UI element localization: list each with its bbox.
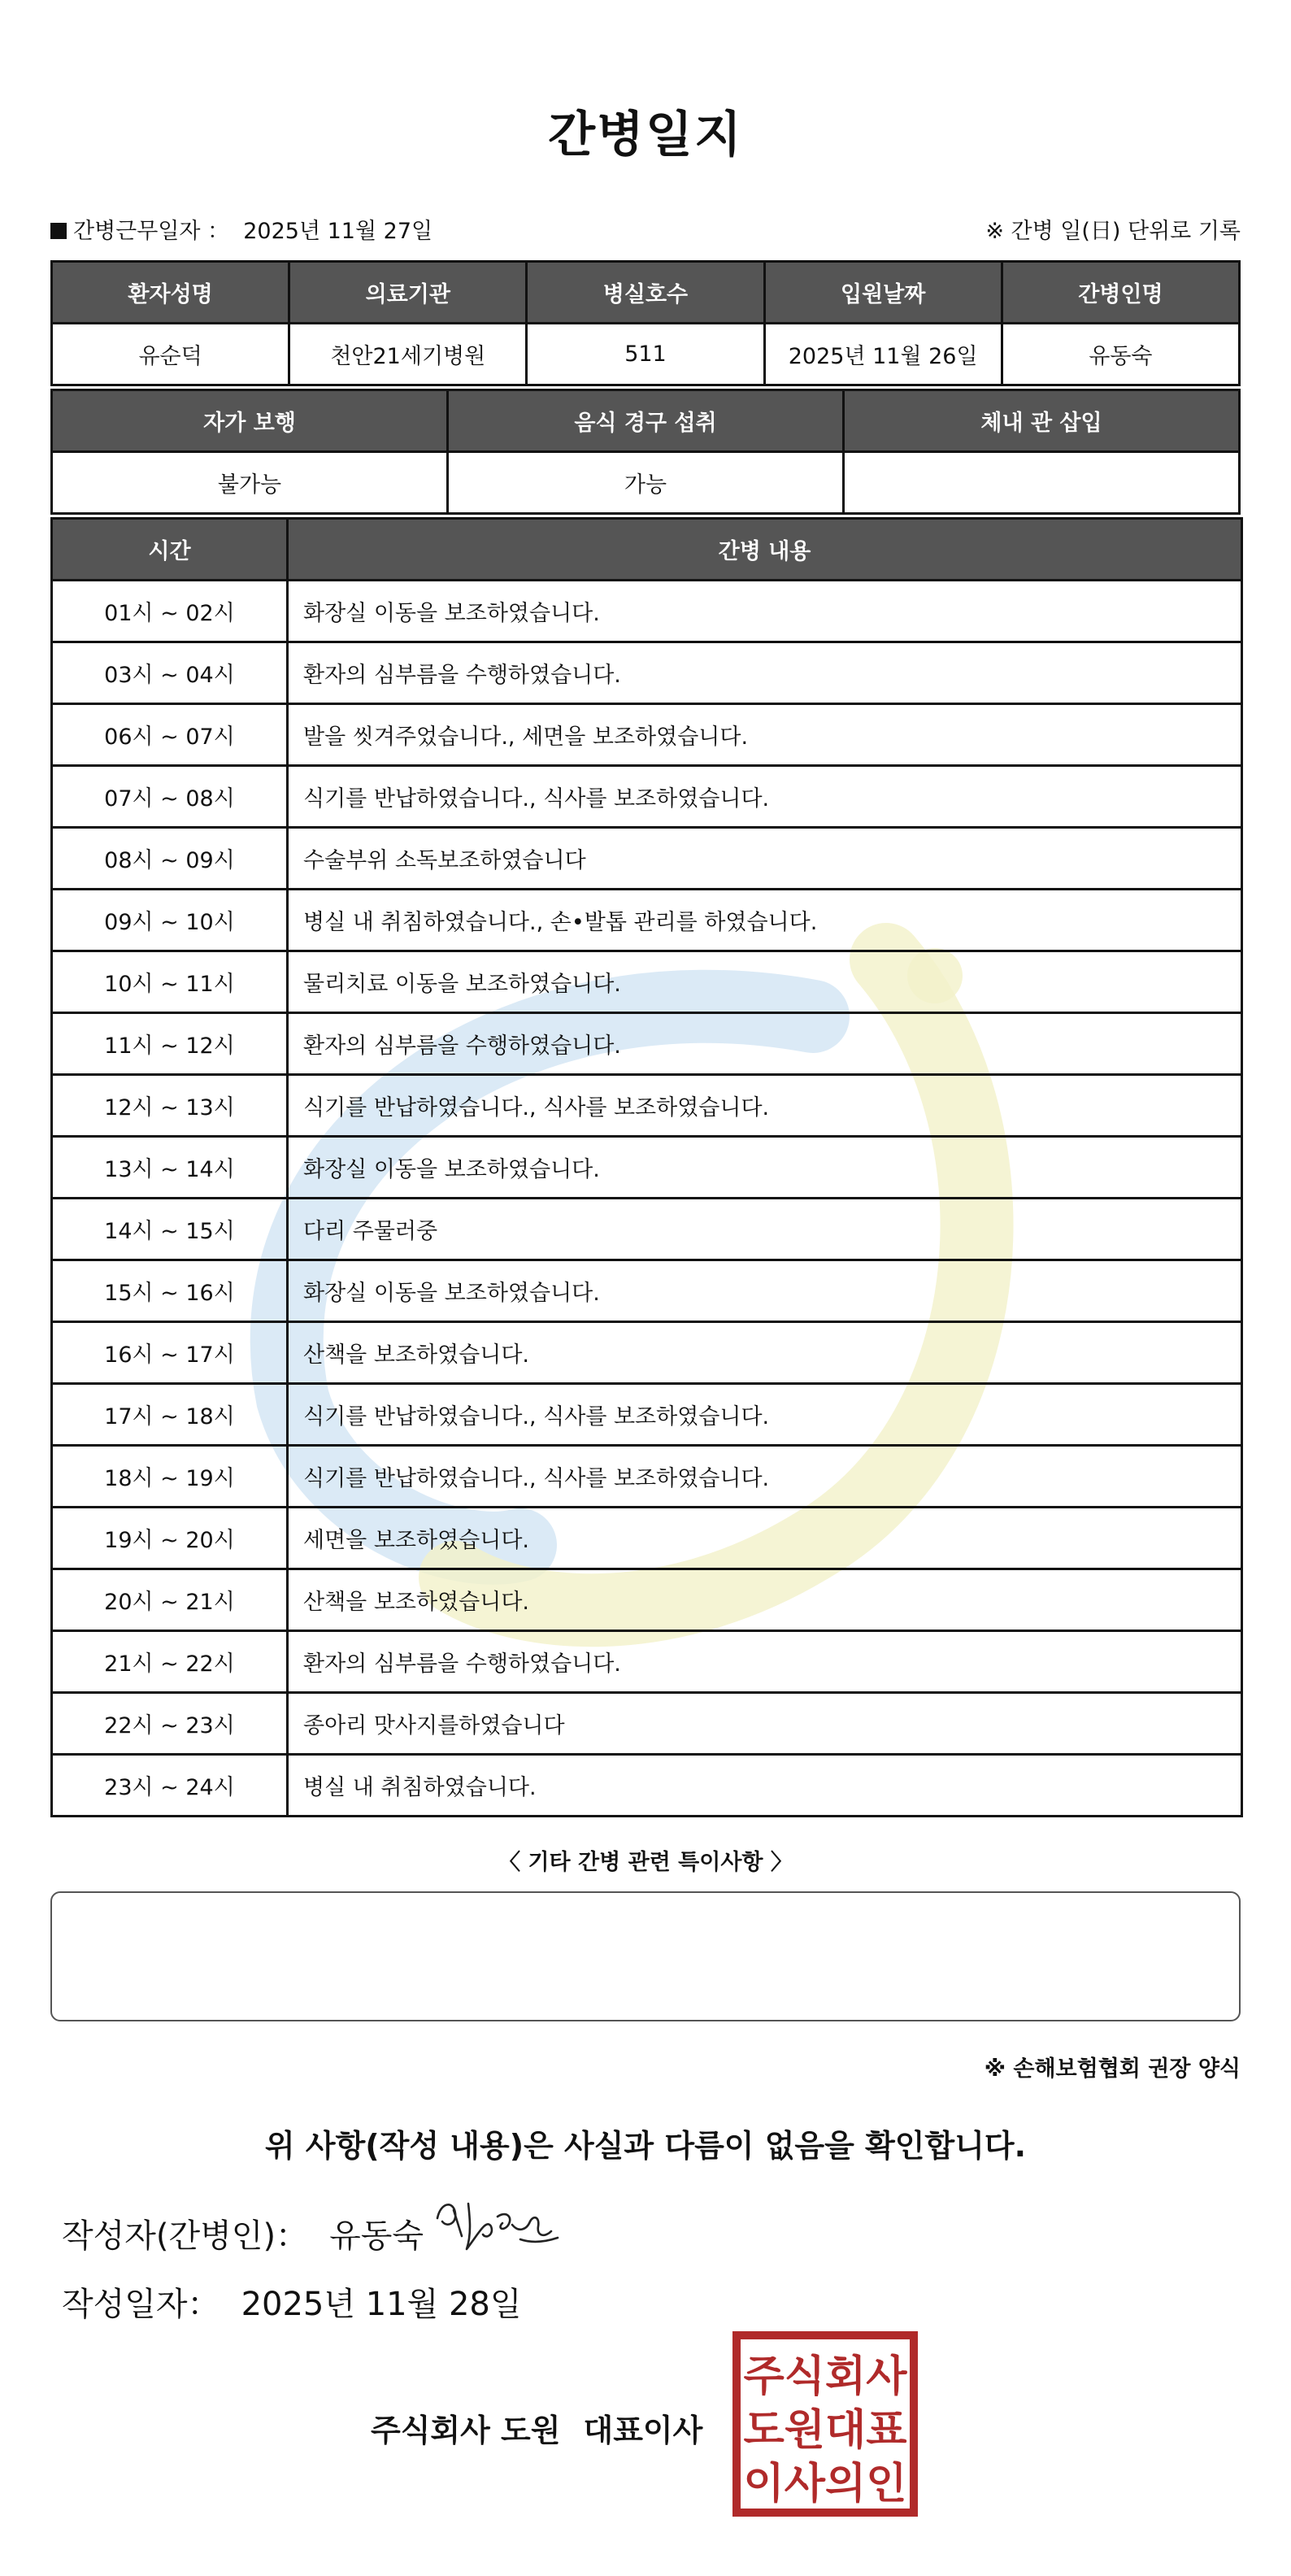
log-time: 22시 ~ 23시 xyxy=(52,1693,288,1755)
status-value-row xyxy=(52,452,1240,514)
log-row xyxy=(52,581,1242,642)
care-log-table xyxy=(50,517,1243,1817)
log-row xyxy=(52,1693,1242,1755)
log-time: 08시 ~ 09시 xyxy=(52,828,288,890)
confirm-statement: 위 사항(작성 내용)은 사실과 다름이 없음을 확인합니다. xyxy=(264,2128,1027,2164)
log-time: 11시 ~ 12시 xyxy=(52,1013,288,1075)
company-role: 대표이사 xyxy=(583,2413,703,2448)
writer-line xyxy=(62,2210,424,2256)
log-time: 21시 ~ 22시 xyxy=(52,1631,288,1693)
log-time: 06시 ~ 07시 xyxy=(52,704,288,766)
written-date-line xyxy=(62,2278,522,2325)
log-content: 세면을 보조하였습니다. xyxy=(288,1508,1242,1569)
square-bullet-icon xyxy=(50,223,67,239)
log-content: 종아리 맛사지를하였습니다 xyxy=(288,1693,1242,1755)
log-body xyxy=(52,581,1242,1817)
log-time: 12시 ~ 13시 xyxy=(52,1075,288,1137)
log-content: 환자의 심부름을 수행하였습니다. xyxy=(288,1013,1242,1075)
seal-line: 이사의인 xyxy=(743,2460,907,2509)
header-patient-name: 환자성명 xyxy=(52,262,289,324)
log-time: 07시 ~ 08시 xyxy=(52,766,288,828)
patient-value-row xyxy=(52,324,1240,385)
log-content: 화장실 이동을 보조하였습니다. xyxy=(288,1137,1242,1199)
recommend-note: ※ 손해보험협회 권장 양식 xyxy=(984,2056,1241,2082)
log-time: 23시 ~ 24시 xyxy=(52,1755,288,1817)
work-date-label: 간병근무일자 ： xyxy=(73,219,230,244)
log-row xyxy=(52,1075,1242,1137)
log-row xyxy=(52,951,1242,1013)
header-admission-date: 입원날짜 xyxy=(764,262,1002,324)
patient-info-table xyxy=(50,260,1241,386)
log-content: 물리치료 이동을 보조하였습니다. xyxy=(288,951,1242,1013)
tube-insertion-status xyxy=(844,452,1240,514)
log-time: 03시 ~ 04시 xyxy=(52,642,288,704)
header-tube-insertion: 체내 관 삽입 xyxy=(844,390,1240,452)
hospital-name: 천안21세기병원 xyxy=(289,324,527,385)
log-time: 14시 ~ 15시 xyxy=(52,1199,288,1260)
log-content: 식기를 반납하였습니다., 식사를 보조하였습니다. xyxy=(288,1446,1242,1508)
log-content: 식기를 반납하였습니다., 식사를 보조하였습니다. xyxy=(288,1075,1242,1137)
log-row xyxy=(52,704,1242,766)
special-notes-title: 〈 기타 간병 관련 특이사항 〉 xyxy=(498,1850,793,1875)
log-content: 식기를 반납하였습니다., 식사를 보조하였습니다. xyxy=(288,1384,1242,1446)
log-row xyxy=(52,1260,1242,1322)
header-walking: 자가 보행 xyxy=(52,390,448,452)
seal-line: 도원대표 xyxy=(743,2406,907,2455)
log-content: 병실 내 취침하였습니다., 손•발톱 관리를 하였습니다. xyxy=(288,890,1242,951)
log-content: 식기를 반납하였습니다., 식사를 보조하였습니다. xyxy=(288,766,1242,828)
header-oral-intake: 음식 경구 섭취 xyxy=(448,390,844,452)
log-row xyxy=(52,1137,1242,1199)
room-number: 511 xyxy=(527,324,764,385)
patient-name: 유순덕 xyxy=(52,324,289,385)
log-row xyxy=(52,1322,1242,1384)
signature-image xyxy=(429,2186,567,2259)
log-content: 화장실 이동을 보조하였습니다. xyxy=(288,1260,1242,1322)
writer-name: 유동숙 xyxy=(329,2217,424,2255)
company-line xyxy=(371,2405,702,2450)
log-content: 환자의 심부름을 수행하였습니다. xyxy=(288,1631,1242,1693)
caregiver-name: 유동숙 xyxy=(1002,324,1239,385)
log-time: 10시 ~ 11시 xyxy=(52,951,288,1013)
header-time: 시간 xyxy=(52,519,288,581)
log-row xyxy=(52,1631,1242,1693)
header-care-content: 간병 내용 xyxy=(288,519,1242,581)
log-row xyxy=(52,1384,1242,1446)
special-notes-box xyxy=(50,1891,1241,2021)
unit-note: ※ 간병 일(日) 단위로 기록 xyxy=(985,219,1241,244)
log-time: 01시 ~ 02시 xyxy=(52,581,288,642)
log-content: 환자의 심부름을 수행하였습니다. xyxy=(288,642,1242,704)
header-hospital: 의료기관 xyxy=(289,262,527,324)
work-date xyxy=(50,213,433,245)
work-date-value: 2025년 11월 27일 xyxy=(243,219,433,244)
status-header-row xyxy=(52,390,1240,452)
log-row xyxy=(52,1755,1242,1817)
log-time: 17시 ~ 18시 xyxy=(52,1384,288,1446)
admission-date: 2025년 11월 26일 xyxy=(764,324,1002,385)
log-row xyxy=(52,642,1242,704)
writer-label: 작성자(간병인)： xyxy=(62,2217,309,2255)
written-date-label: 작성일자： xyxy=(62,2286,220,2323)
log-time: 16시 ~ 17시 xyxy=(52,1322,288,1384)
walking-status: 불가능 xyxy=(52,452,448,514)
log-time: 20시 ~ 21시 xyxy=(52,1569,288,1631)
log-row xyxy=(52,828,1242,890)
log-content: 수술부위 소독보조하였습니다 xyxy=(288,828,1242,890)
company-name: 주식회사 도원 xyxy=(371,2413,561,2448)
written-date-value: 2025년 11월 28일 xyxy=(241,2286,522,2323)
log-time: 09시 ~ 10시 xyxy=(52,890,288,951)
log-content: 산책을 보조하였습니다. xyxy=(288,1322,1242,1384)
log-content: 발을 씻겨주었습니다., 세면을 보조하였습니다. xyxy=(288,704,1242,766)
log-row xyxy=(52,1508,1242,1569)
oral-intake-status: 가능 xyxy=(448,452,844,514)
log-content: 다리 주물러중 xyxy=(288,1199,1242,1260)
log-content: 화장실 이동을 보조하였습니다. xyxy=(288,581,1242,642)
log-time: 19시 ~ 20시 xyxy=(52,1508,288,1569)
header-caregiver: 간병인명 xyxy=(1002,262,1239,324)
seal-line: 주식회사 xyxy=(743,2352,907,2401)
log-row xyxy=(52,890,1242,951)
log-row xyxy=(52,1199,1242,1260)
log-time: 13시 ~ 14시 xyxy=(52,1137,288,1199)
log-row xyxy=(52,1446,1242,1508)
patient-header-row xyxy=(52,262,1240,324)
log-content: 병실 내 취침하였습니다. xyxy=(288,1755,1242,1817)
header-room: 병실호수 xyxy=(527,262,764,324)
log-time: 18시 ~ 19시 xyxy=(52,1446,288,1508)
log-time: 15시 ~ 16시 xyxy=(52,1260,288,1322)
page-title: 간병일지 xyxy=(548,107,743,163)
log-row xyxy=(52,1569,1242,1631)
log-content: 산책을 보조하였습니다. xyxy=(288,1569,1242,1631)
log-header-row xyxy=(52,519,1242,581)
patient-status-table xyxy=(50,389,1241,515)
company-seal-stamp xyxy=(732,2330,919,2517)
log-row xyxy=(52,1013,1242,1075)
log-row xyxy=(52,766,1242,828)
